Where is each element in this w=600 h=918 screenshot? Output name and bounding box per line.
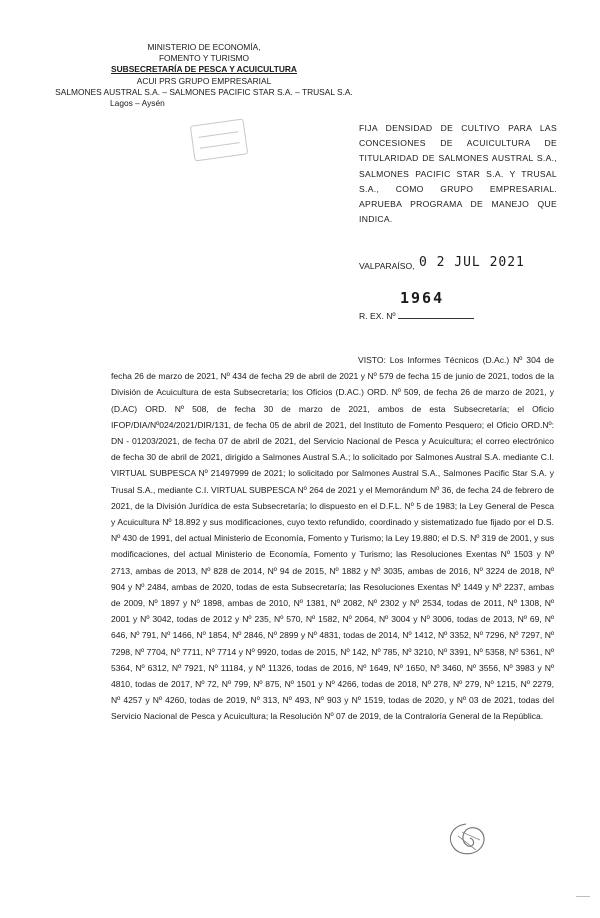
- place-label: VALPARAÍSO,: [359, 261, 415, 271]
- resolution-number: 1964: [400, 289, 445, 307]
- letterhead-ministry: MINISTERIO DE ECONOMÍA,: [147, 42, 261, 52]
- resolution-exenta-label-row: [359, 311, 489, 321]
- handwritten-signature-icon: [440, 820, 494, 860]
- letterhead-region: Lagos – Aysén: [110, 98, 165, 109]
- rex-label: R. EX. Nº: [359, 311, 396, 321]
- resolution-subject: FIJA DENSIDAD DE CULTIVO PARA LAS CONCESIONES DE ACUICULTURA DE TITULARIDAD DE SALMONES AUSTRAL S.A., SALMONES PACIFIC STAR S.A. Y TRUSAL S.A., COMO GRUPO EMPRESARIAL. APRUEBA PROGRAMA DE MANEJO QUE INDICA.: [359, 123, 557, 225]
- rex-number-line: [398, 318, 474, 319]
- page-corner-mark: [576, 896, 590, 897]
- letterhead: [54, 42, 354, 109]
- office-stamp-icon: [190, 118, 248, 161]
- letterhead-ministry-2: FOMENTO Y TURISMO: [158, 53, 250, 64]
- letterhead-companies: SALMONES AUSTRAL S.A. – SALMONES PACIFIC STAR S.A. – TRUSAL S.A.: [55, 86, 353, 97]
- letterhead-subsecretaria: SUBSECRETARÍA DE PESCA Y ACUICULTURA: [111, 64, 297, 75]
- letterhead-department: ACUI PRS GRUPO EMPRESARIAL: [136, 75, 272, 86]
- visto-paragraph: VISTO: Los Informes Técnicos (D.Ac.) Nº 304 de fecha 26 de marzo de 2021, Nº 434 de fecha 29 de abril de 2021 y Nº 579 de fecha 15 de junio de 2021, todos de la División de Acuicultura de esta Subsecretaría; los Oficios (D.AC.) ORD. Nº 509, de fecha 26 de marzo de 2021, y (D.AC) ORD. Nº 508, de fecha 30 de marzo de 2021, ambos de esta Subsecretaría; el Oficio IFOP/DIA/Nº024/2021/DIR/131, de fecha 05 de abril de 2021, del Instituto de Fomento Pesquero; el Oficio ORD.Nº: DN - 01203/2021, de fecha 07 de abril de 2021, del Servicio Nacional de Pesca y Acuicultura; el correo electrónico de fecha 30 de abril de 2021, dirigido a Salmones Austral S.A.; lo solicitado por Salmones Austral S.A. mediante C.I. VIRTUAL SUBPESCA Nº 21497999 de 2021; lo solicitado por Salmones Austral S.A., Salmones Pacific Star S.A. y Trusal S.A., mediante C.I. VIRTUAL SUBPESCA Nº 264 de 2021 y el Memorándum Nº 36, de fecha 24 de febrero de 2021, de la División Jurídica de esta Subsecretaría; lo dispuesto en el D.F.L. Nº 5 de 1983; la Ley General de Pesca y Acuicultura Nº 18.892 y sus modificaciones, cuyo texto refundido, coordinado y sistematizado fue fijado por el D.S. Nº 430 de 1991, del actual Ministerio de Economía, Fomento y Turismo; la Ley 19.880; el D.S. Nº 319 de 2001, y sus modificaciones, del actual Ministerio de Economía, Fomento y Turismo; las Resoluciones Exentas Nº 1503 y Nº 2713, ambas de 2013, Nº 828 de 2014, Nº 94 de 2015, Nº 1882 y Nº 3035, ambas de 2016, Nº 3224 de 2018, Nº 904 y Nº 2484, ambas de 2020, todas de esta Subsecretaría; las Resoluciones Exentas Nº 1449 y Nº 2237, ambas de 2009, Nº 1897 y Nº 1898, ambas de 2010, Nº 1381, Nº 2082, Nº 2302 y Nº 2534, todas de 2011, Nº 1308, Nº 2001 y Nº 3042, todas de 2012 y Nº 235, Nº 570, Nº 1582, Nº 2064, Nº 3004 y Nº 3006, todas de 2013, Nº 69, Nº 646, Nº 791, Nº 1466, Nº 1854, Nº 2846, Nº 2899 y Nº 4831, todas de 2014, Nº 1412, Nº 3352, Nº 7296, Nº 7297, Nº 7298, Nº 7704, Nº 7711, Nº 7714 y Nº 9920, todas de 2015, Nº 142, Nº 785, Nº 3210, Nº 3391, Nº 5358, Nº 5361, Nº 5364, Nº 6312, Nº 7921, Nº 11184, y Nº 11326, todas de 2016, Nº 1649, Nº 1650, Nº 3460, Nº 3556, Nº 3983 y Nº 4810, todas de 2017, Nº 72, Nº 799, Nº 875, Nº 1501 y Nº 4266, todas de 2018, Nº 278, Nº 279, Nº 1215, Nº 2279, Nº 4257 y Nº 4260, todas de 2019, Nº 313, Nº 493, Nº 903 y Nº 1519, todas de 2020, y Nº 03 de 2021, todas del Servicio Nacional de Pesca y Acuicultura; la Resolución Nº 07 de 2019, de la Contraloría General de la República.: [111, 355, 554, 722]
- date-stamp: 0 2 JUL 2021: [418, 255, 525, 270]
- place-and-date: [359, 255, 559, 273]
